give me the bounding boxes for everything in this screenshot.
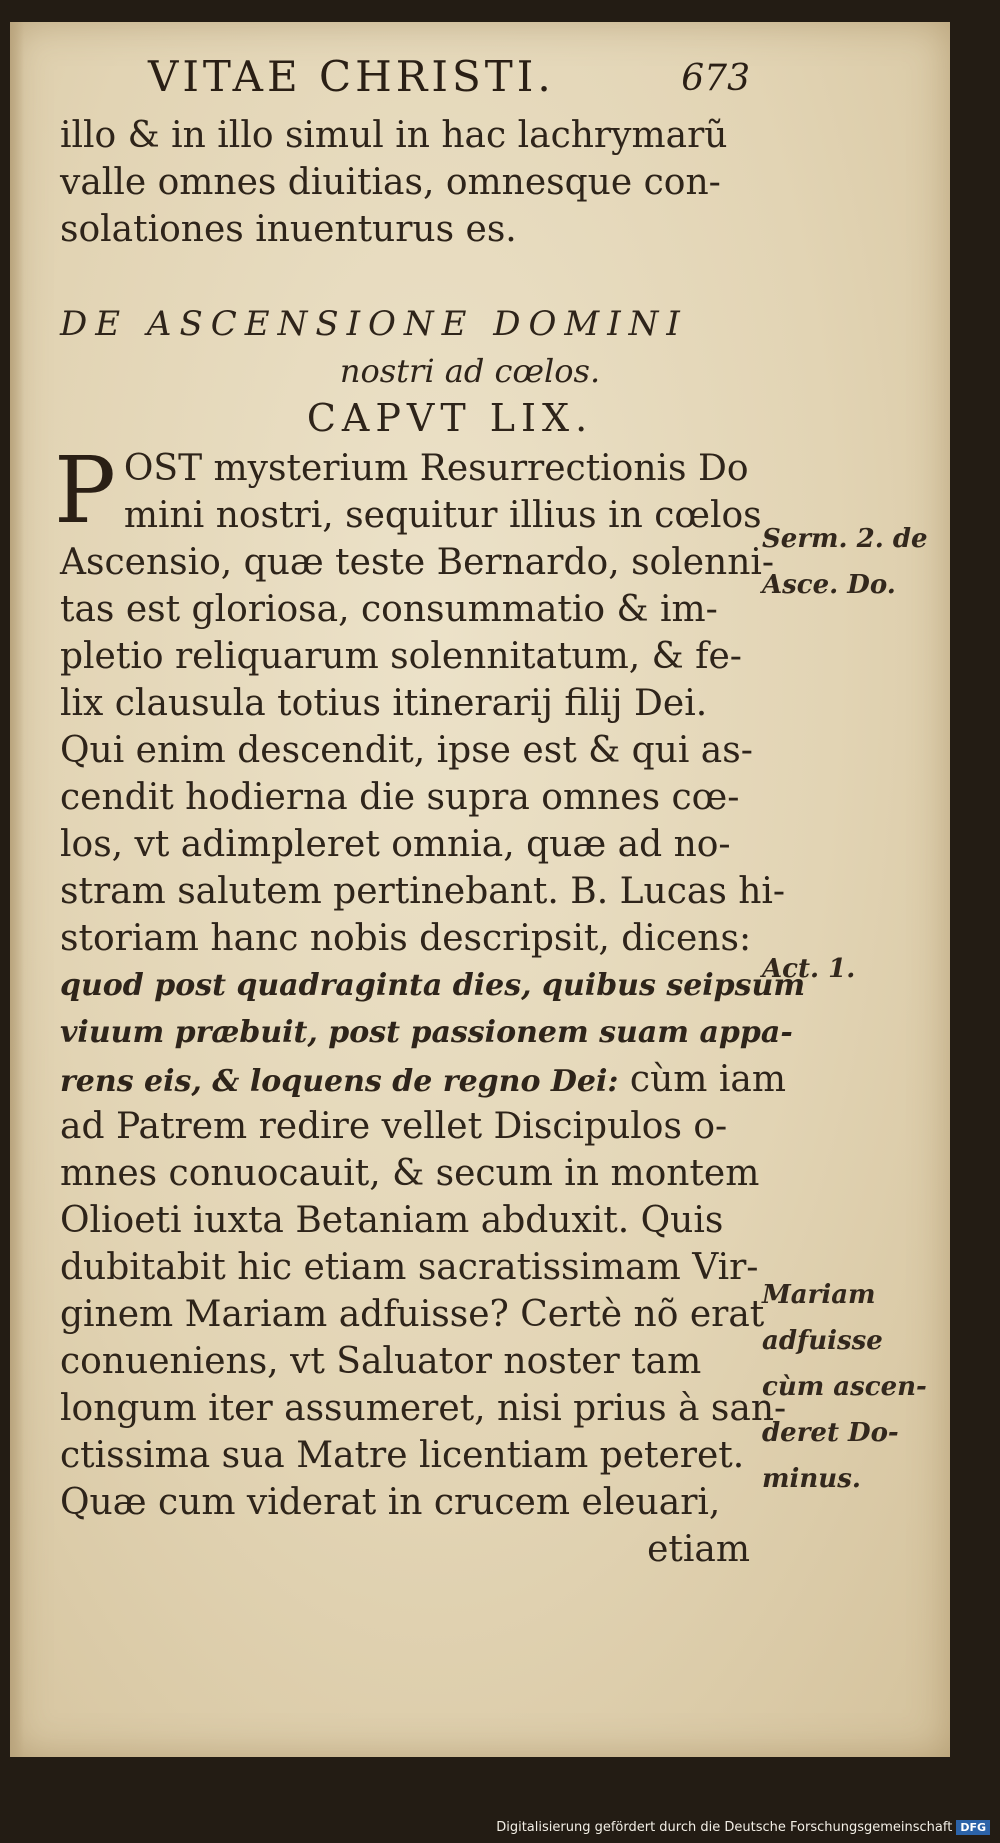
text-line: Quæ cum viderat in crucem eleuari, [60, 1482, 721, 1523]
main-text-block [54, 112, 806, 1573]
text-line: stram salutem pertinebant. B. Lucas hi- [60, 871, 786, 912]
running-head [130, 52, 750, 112]
text-line: Olioeti iuxta Betaniam abduxit. Quis [60, 1200, 724, 1241]
text-line: ad Patrem redire vellet Discipulos o- [60, 1106, 728, 1147]
text-line: Ascensio, quæ teste Bernardo, solenni- [60, 542, 775, 583]
running-head-title: VITAE CHRISTI. [148, 52, 555, 101]
chapter-paragraph [54, 437, 806, 1573]
margin-note-mary: Mariam [762, 1280, 876, 1310]
dfg-logo: DFG [956, 1820, 990, 1835]
page-spine-shadow [10, 22, 24, 1757]
text-line: mini nostri, sequitur illius in cœlos [123, 495, 762, 536]
text-line: longum iter assumeret, nisi prius à san- [60, 1388, 787, 1429]
text-line: OST mysterium Resurrectionis Do [123, 448, 749, 489]
text-line: mnes conuocauit, & secum in montem [60, 1153, 760, 1194]
text-line: los, vt adimpleret omnia, quæ ad no- [60, 824, 731, 865]
drop-capital: P [54, 437, 116, 544]
text-line: solationes inuenturus es. [60, 209, 517, 250]
text-line: ctissima sua Matre licentiam peteret. [60, 1435, 745, 1476]
section-heading: DE ASCENSIONE DOMINI [60, 304, 688, 344]
text-line: ginem Mariam adfuisse? Certè nõ erat [60, 1294, 765, 1335]
digitization-credit [496, 1820, 990, 1835]
page-number: 673 [681, 58, 750, 99]
text-line: Qui enim descendit, ipse est & qui as- [60, 730, 753, 771]
margin-note-mary: deret Do- [762, 1418, 899, 1448]
quotation-line: quod post quadraginta dies, quibus seipsum [60, 968, 806, 1003]
text-line: valle omnes diuitias, omnesque con- [60, 162, 721, 203]
text-line [60, 1056, 786, 1103]
book-page [10, 22, 950, 1757]
chapter-number: CAPVT LIX. [306, 396, 594, 440]
text-line: cendit hodierna die supra omnes cœ- [60, 777, 740, 818]
text-line: dubitabit hic etiam sacratissimam Vir- [60, 1247, 759, 1288]
margin-note-sermon: Serm. 2. de [762, 524, 928, 554]
text-line: pletio reliquarum solennitatum, & fe- [60, 636, 742, 677]
margin-note-mary: minus. [762, 1464, 861, 1494]
text-line: lix clausula totius itinerarij filij Dei. [60, 683, 708, 724]
quotation-line: viuum præbuit, post passionem suam appa- [60, 1015, 793, 1050]
quotation-fragment: rens eis, & loquens de regno Dei: [60, 1064, 619, 1099]
text-fragment: cùm iam [618, 1059, 786, 1100]
margin-note-mary: cùm ascen- [762, 1372, 927, 1402]
text-line: illo & in illo simul in hac lachrymarũ [60, 115, 728, 156]
section-subheading: nostri ad cœlos. [339, 352, 601, 390]
margin-note-mary: adfuisse [762, 1326, 883, 1356]
catchword: etiam [647, 1529, 750, 1570]
margin-note-sermon: Asce. Do. [762, 570, 896, 600]
text-line: conueniens, vt Saluator noster tam [60, 1341, 702, 1382]
credit-text: Digitalisierung gefördert durch die Deutsche Forschungsgemeinschaft [496, 1820, 953, 1835]
text-line: tas est gloriosa, consummatio & im- [60, 589, 718, 630]
text-line: storiam hanc nobis descripsit, dicens: [60, 918, 752, 959]
margin-note-acts: Act. 1. [762, 954, 856, 984]
